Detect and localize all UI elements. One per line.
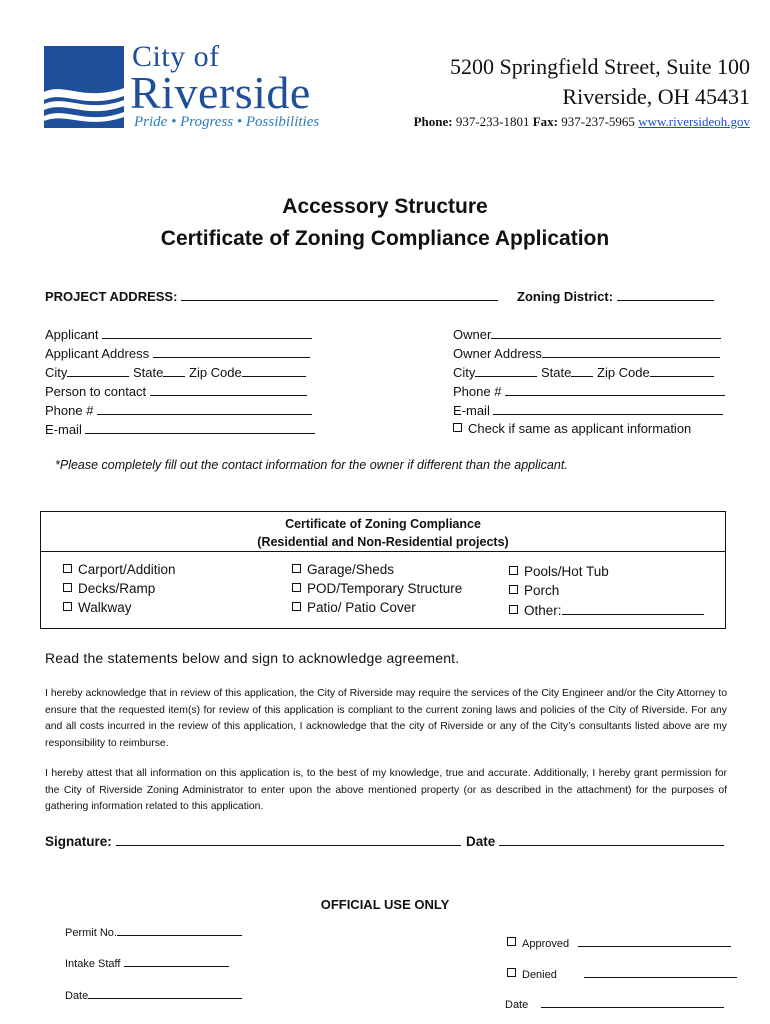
- checkbox-icon: [509, 585, 518, 594]
- compliance-subheading: (Residential and Non-Residential projects): [257, 535, 509, 549]
- applicant-address-field[interactable]: [153, 345, 310, 358]
- phone-number: 937-233-1801: [455, 114, 530, 129]
- applicant-phone-row: [45, 402, 312, 418]
- applicant-contact-label: Person to contact: [45, 384, 147, 399]
- checkbox-icon: [509, 605, 518, 614]
- signature-date-row: [466, 833, 724, 849]
- checkbox-label: Pools/Hot Tub: [524, 564, 609, 579]
- compliance-box: [40, 511, 726, 629]
- checkbox-label: Patio/ Patio Cover: [307, 600, 416, 615]
- owner-state-label: State: [541, 365, 572, 380]
- denied-row[interactable]: [507, 965, 737, 981]
- applicant-state-field[interactable]: [163, 364, 185, 377]
- permit-row: [65, 923, 242, 939]
- owner-phone-label: Phone #: [453, 384, 502, 399]
- signature-date-label: Date: [466, 834, 496, 849]
- applicant-city-field[interactable]: [67, 364, 129, 377]
- logo-name-text: Riverside: [130, 67, 311, 118]
- right-date-field[interactable]: [541, 995, 724, 1008]
- applicant-contact-row: [45, 383, 307, 399]
- checkbox-icon: [63, 602, 72, 611]
- applicant-email-label: E-mail: [45, 422, 82, 437]
- page-title-line-2: Certificate of Zoning Compliance Application: [160, 227, 610, 250]
- signature-label: Signature:: [45, 834, 112, 849]
- permit-label: Permit No.: [65, 927, 117, 939]
- logo-city-text: City of: [132, 40, 220, 73]
- checkbox-pools[interactable]: [509, 564, 609, 579]
- checkbox-icon: [453, 423, 462, 432]
- checkbox-icon: [507, 937, 516, 946]
- applicant-city-row: [45, 364, 306, 380]
- approved-field[interactable]: [578, 934, 731, 947]
- checkbox-garage[interactable]: [292, 562, 394, 577]
- owner-label: Owner: [453, 327, 492, 342]
- intake-label: Intake Staff: [65, 958, 121, 970]
- acknowledgement-paragraph: I hereby acknowledge that in review of this application, the City of Riverside may require the services of the City Engineer and/or the City Attorney to ensure that the requested item(s) for review of this application is compliant to the current zoning laws and policies of the City of Riverside. For any and all costs incurred in the review of this application, I acknowledge that the city of Riverside or any of the City’s consultants listed above are my responsibility to reimburse.: [45, 688, 727, 749]
- compliance-divider: [41, 551, 725, 552]
- owner-address-label: Owner Address: [453, 346, 542, 361]
- checkbox-decks[interactable]: [63, 581, 155, 596]
- checkbox-patio[interactable]: [292, 600, 416, 615]
- applicant-email-row: [45, 421, 315, 437]
- signature-date-field[interactable]: [499, 833, 724, 846]
- checkbox-label: Garage/Sheds: [307, 562, 395, 577]
- signature-field[interactable]: [116, 833, 461, 846]
- owner-note: *Please completely fill out the contact information for the owner if different than the applicant.: [55, 458, 568, 472]
- applicant-phone-field[interactable]: [97, 402, 312, 415]
- phone-label: Phone:: [413, 114, 453, 129]
- address-line-2: Riverside, OH 45431: [562, 84, 750, 109]
- checkbox-icon: [507, 968, 516, 977]
- checkbox-label: Porch: [524, 583, 560, 598]
- other-field[interactable]: [562, 602, 704, 615]
- checkbox-label: Decks/Ramp: [78, 581, 156, 596]
- zoning-district-field[interactable]: [617, 288, 714, 301]
- official-date-row: [65, 986, 242, 1002]
- owner-phone-field[interactable]: [505, 383, 725, 396]
- checkbox-label: POD/Temporary Structure: [307, 581, 463, 596]
- page-title-line-1: Accessory Structure: [282, 195, 488, 218]
- checkbox-carport[interactable]: [63, 562, 176, 577]
- checkbox-icon: [63, 583, 72, 592]
- fax-label: Fax:: [532, 114, 559, 129]
- right-date-row: [505, 995, 724, 1011]
- checkbox-label: Carport/Addition: [78, 562, 176, 577]
- owner-address-row: [453, 345, 720, 361]
- applicant-phone-label: Phone #: [45, 403, 94, 418]
- attestation-paragraph: I hereby attest that all information on this application is, to the best of my knowledge, true and accurate. Additionally, I hereby grant permission for the City of Riverside Zoning Administrator to enter upon the above mentioned property (or as described in the attachment) for the purposes of gathering information related to this application.: [45, 768, 727, 812]
- owner-email-row: [453, 402, 723, 418]
- checkbox-pod[interactable]: [292, 581, 462, 596]
- approved-row[interactable]: [507, 934, 731, 950]
- right-date-label: Date: [505, 999, 529, 1011]
- address-line-1: 5200 Springfield Street, Suite 100: [449, 54, 750, 79]
- applicant-address-row: [45, 345, 310, 361]
- checkbox-porch[interactable]: [509, 583, 559, 598]
- owner-zip-field[interactable]: [650, 364, 714, 377]
- approved-label: Approved: [522, 938, 570, 950]
- official-date-label: Date: [65, 990, 89, 1002]
- checkbox-other[interactable]: [509, 602, 704, 618]
- intake-field[interactable]: [124, 954, 229, 967]
- intake-row: [65, 954, 229, 970]
- zoning-district-label: Zoning District:: [517, 289, 614, 304]
- owner-email-label: E-mail: [453, 403, 490, 418]
- official-use-heading: OFFICIAL USE ONLY: [320, 897, 450, 912]
- signature-row: [45, 833, 461, 849]
- checkbox-label: Other:: [524, 603, 562, 618]
- checkbox-icon: [63, 564, 72, 573]
- owner-city-row: [453, 364, 714, 380]
- logo-tagline: Pride • Progress • Possibilities: [134, 114, 320, 130]
- denied-label: Denied: [522, 969, 557, 981]
- applicant-city-label: City: [45, 365, 68, 380]
- checkbox-walkway[interactable]: [63, 600, 132, 615]
- applicant-row: [45, 326, 312, 342]
- zoning-district-row: [517, 288, 714, 304]
- project-address-row: [45, 288, 498, 304]
- city-logo: [44, 40, 344, 132]
- owner-zip-label: Zip Code: [597, 365, 650, 380]
- applicant-email-field[interactable]: [85, 421, 315, 434]
- applicant-address-label: Applicant Address: [45, 346, 150, 361]
- owner-city-label: City: [453, 365, 476, 380]
- read-statement: Read the statements below and sign to acknowledge agreement.: [45, 650, 460, 666]
- checkbox-icon: [509, 566, 518, 575]
- owner-state-field[interactable]: [571, 364, 593, 377]
- owner-phone-row: [453, 383, 725, 399]
- same-as-applicant-checkbox[interactable]: [453, 421, 691, 436]
- applicant-zip-field[interactable]: [242, 364, 306, 377]
- project-address-field[interactable]: [181, 288, 498, 301]
- contact-line: [414, 114, 750, 130]
- applicant-label: Applicant: [45, 327, 99, 342]
- owner-city-field[interactable]: [475, 364, 537, 377]
- project-address-label: PROJECT ADDRESS:: [45, 289, 178, 304]
- owner-email-field[interactable]: [493, 402, 723, 415]
- applicant-field[interactable]: [102, 326, 312, 339]
- owner-field[interactable]: [491, 326, 721, 339]
- denied-field[interactable]: [584, 965, 737, 978]
- checkbox-icon: [292, 583, 301, 592]
- checkbox-icon: [292, 602, 301, 611]
- applicant-zip-label: Zip Code: [189, 365, 242, 380]
- checkbox-label: Walkway: [78, 600, 132, 615]
- same-as-applicant-label: Check if same as applicant information: [468, 421, 692, 436]
- official-date-field[interactable]: [88, 986, 242, 999]
- owner-address-field[interactable]: [542, 345, 720, 358]
- website-link[interactable]: www.riversideoh.gov: [638, 114, 750, 129]
- checkbox-icon: [292, 564, 301, 573]
- owner-row: [453, 326, 721, 342]
- fax-number: 937-237-5965: [561, 114, 635, 129]
- permit-field[interactable]: [117, 923, 242, 936]
- compliance-heading: Certificate of Zoning Compliance: [285, 517, 481, 531]
- river-waves-logo-icon: [44, 46, 124, 128]
- applicant-contact-field[interactable]: [150, 383, 307, 396]
- applicant-state-label: State: [133, 365, 164, 380]
